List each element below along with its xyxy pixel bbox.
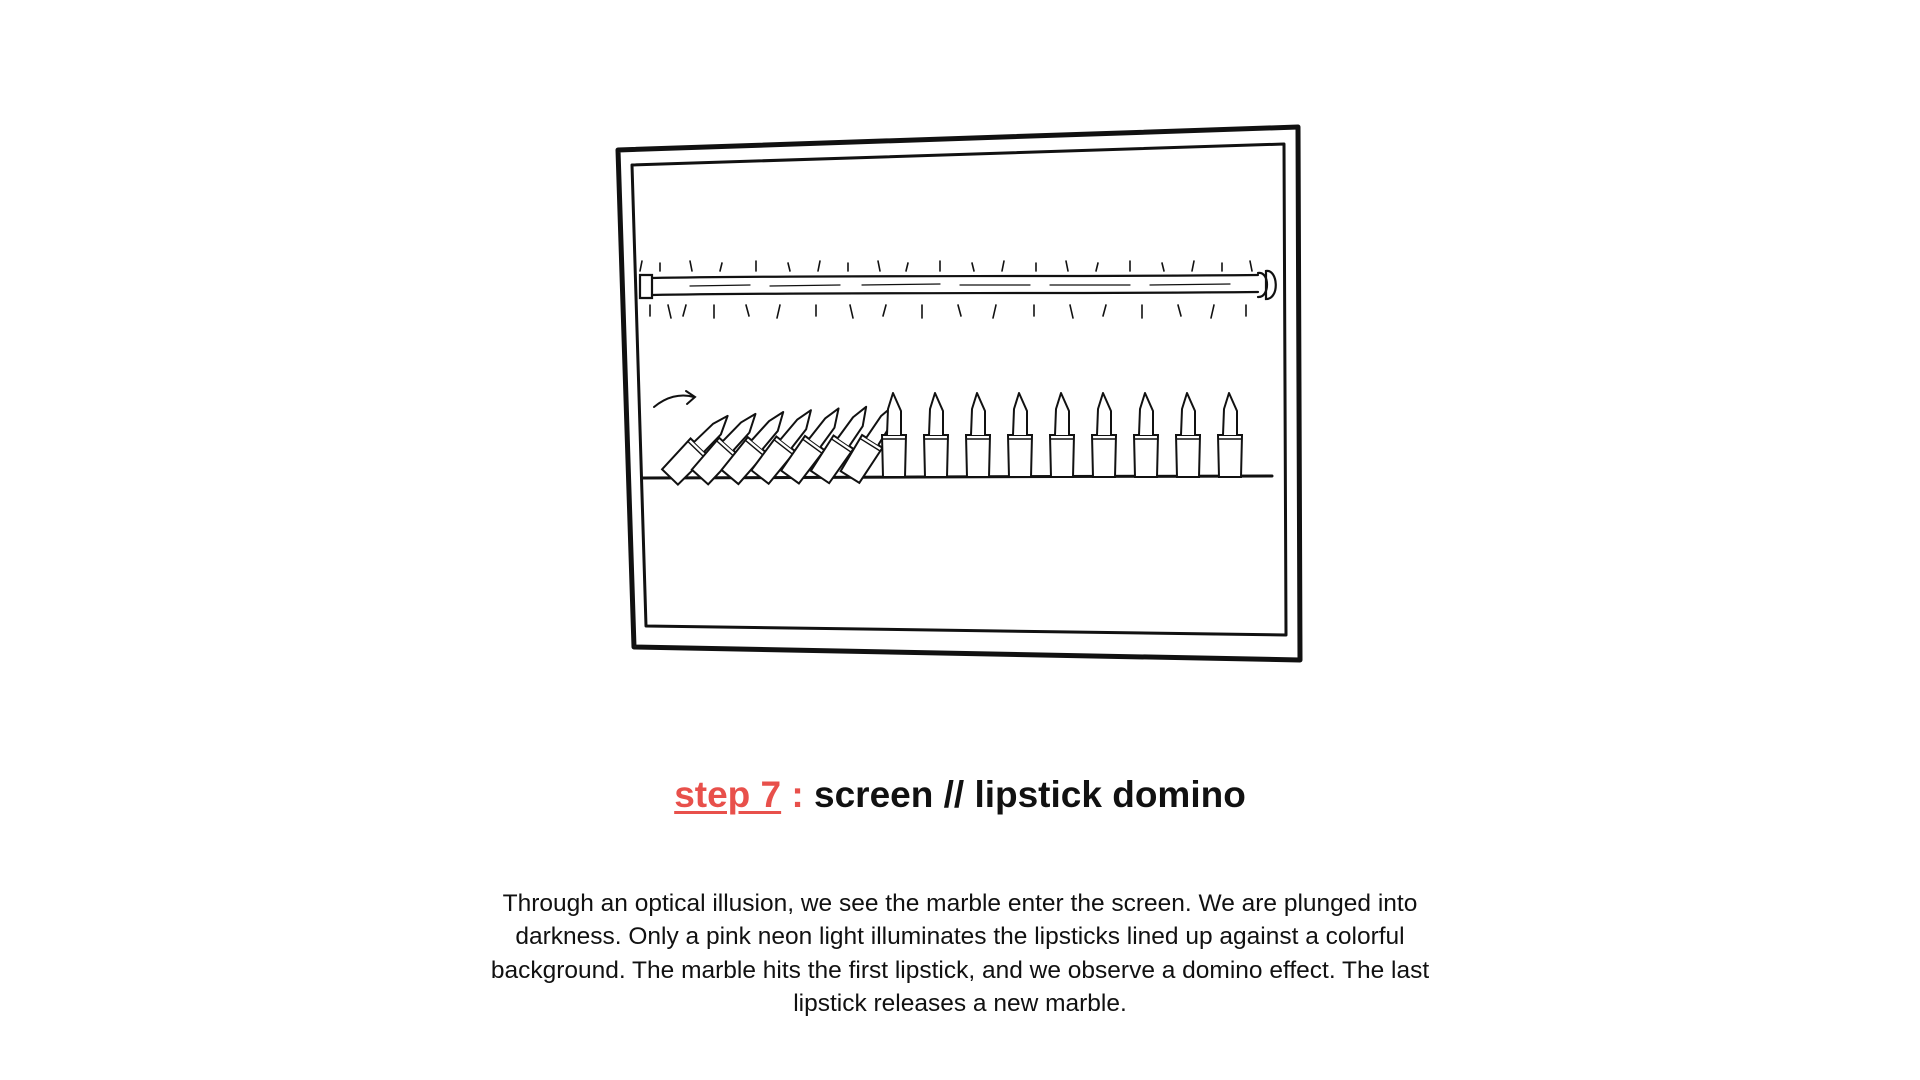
glow-mark	[878, 261, 880, 271]
standing-lipstick	[1218, 393, 1242, 477]
glow-mark	[993, 305, 996, 318]
standing-lipstick	[966, 393, 990, 477]
glow-mark	[883, 305, 886, 316]
glow-mark	[1070, 305, 1073, 318]
glow-mark	[1103, 305, 1106, 316]
glow-mark	[640, 261, 642, 271]
glow-mark	[958, 305, 961, 316]
standing-lipstick	[1008, 393, 1032, 477]
glow-mark	[972, 263, 974, 271]
standing-lipstick	[1134, 393, 1158, 477]
glow-mark	[818, 261, 820, 271]
glow-mark	[788, 263, 790, 271]
glow-mark	[1178, 305, 1181, 316]
glow-mark	[683, 305, 686, 316]
step-title	[0, 772, 1920, 818]
glow-mark	[1162, 263, 1164, 271]
inner-frame	[632, 144, 1286, 635]
glow-mark	[690, 261, 692, 271]
neon-glow-marks	[640, 261, 1252, 318]
glow-mark	[906, 263, 908, 271]
fallen-lipsticks	[661, 399, 904, 485]
standing-lipstick	[1050, 393, 1074, 477]
glow-mark	[1192, 261, 1194, 271]
glow-mark	[1211, 305, 1214, 318]
step-link[interactable]: step 7	[674, 774, 782, 815]
glow-mark	[668, 305, 671, 318]
standing-lipstick	[924, 393, 948, 477]
standing-lipstick	[1176, 393, 1200, 477]
step-description: Through an optical illusion, we see the marble enter the screen. We are plunged into darkness. Only a pink neon light illuminates the lipsticks lined up against a colorful background. The marble hits the first lipstick, and we observe a domino effect. The last lipstick releases a new marble.	[490, 889, 1430, 1017]
glow-mark	[777, 305, 780, 318]
glow-mark	[1250, 261, 1252, 271]
glow-mark	[1066, 261, 1068, 271]
motion-arrow	[654, 391, 695, 407]
glow-mark	[1002, 261, 1004, 271]
glow-mark	[720, 263, 722, 271]
standing-lipstick	[1092, 393, 1116, 477]
storyboard-illustration	[610, 115, 1310, 675]
glow-mark	[746, 305, 749, 316]
neon-tube	[640, 271, 1276, 299]
lipstick-domino-sketch	[610, 115, 1310, 675]
glow-mark	[1096, 263, 1098, 271]
glow-mark	[850, 305, 853, 318]
standing-lipstick	[882, 393, 906, 477]
step-heading: screen // lipstick domino	[814, 774, 1246, 815]
standing-lipsticks	[882, 393, 1242, 477]
title-separator: :	[781, 774, 815, 815]
outer-frame	[618, 127, 1300, 660]
